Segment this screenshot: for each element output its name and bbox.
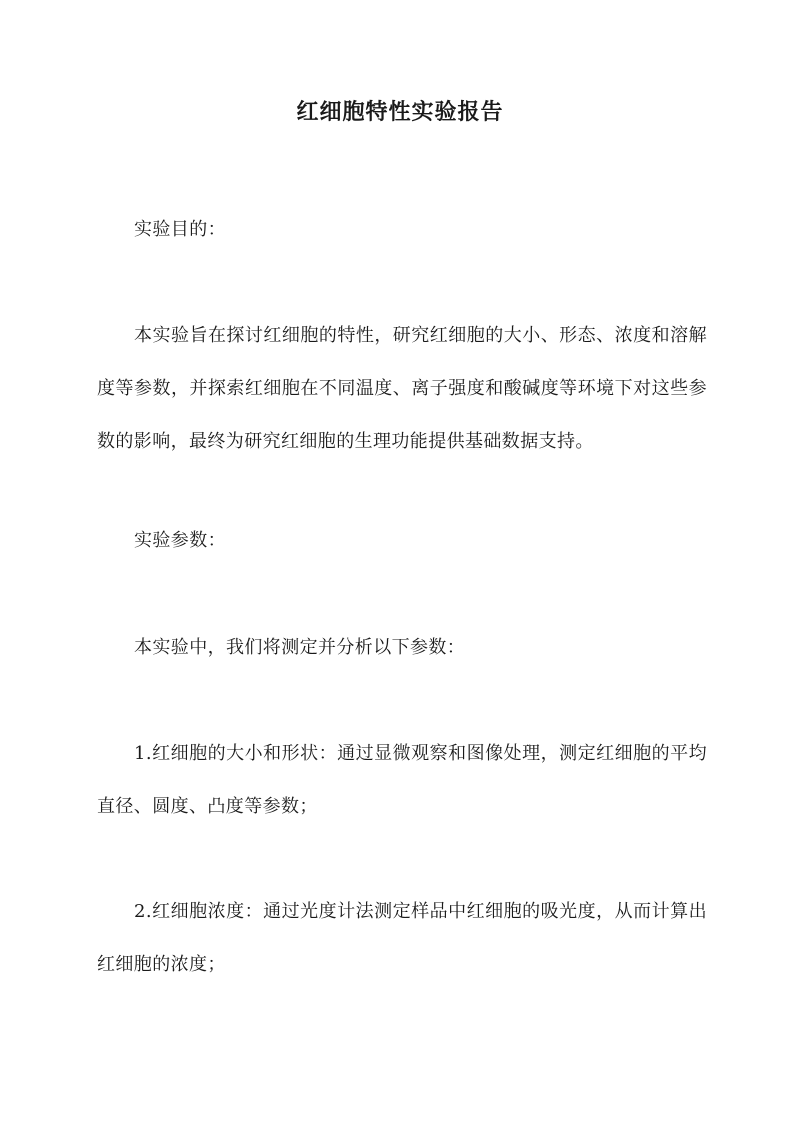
section-heading-purpose: 实验目的： xyxy=(134,219,226,240)
paragraph-purpose: 本实验旨在探讨红细胞的特性，研究红细胞的大小、形态、浓度和溶解度等参数，并探索红细胞在不同温度、离子强度和酸碱度等环境下对这些参数的影响，最终为研究红细胞的生理功能提供基础数据支持。 xyxy=(97,325,707,452)
list-item-size-shape: 1.红细胞的大小和形状：通过显微观察和图像处理，测定红细胞的平均直径、圆度、凸度等参数； xyxy=(97,743,707,817)
document-title: 红细胞特性实验报告 xyxy=(296,99,504,125)
list-item-concentration: 2.红细胞浓度：通过光度计法测定样品中红细胞的吸光度，从而计算出红细胞的浓度； xyxy=(97,901,707,975)
paragraph-parameters-intro: 本实验中，我们将测定并分析以下参数： xyxy=(134,637,466,658)
section-heading-parameters: 实验参数： xyxy=(134,530,226,551)
